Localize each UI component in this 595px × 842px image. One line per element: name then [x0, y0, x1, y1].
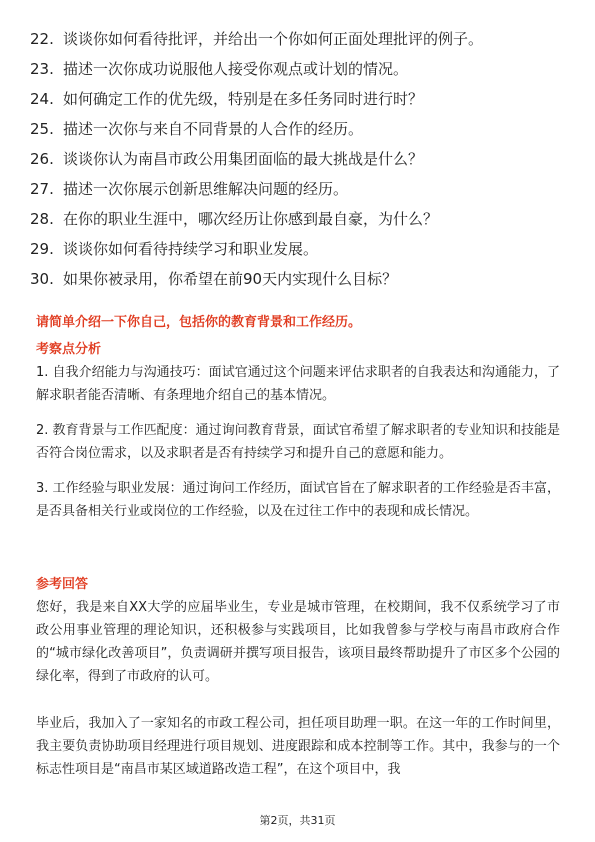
- question-number: 22.: [30, 30, 54, 48]
- reference-paragraph: 毕业后，我加入了一家知名的市政工程公司，担任项目助理一职。在这一年的工作时间里，我主要负责协助项目经理进行项目规划、进度跟踪和成本控制等工作。其中，我参与的一个标志性项目是“南昌市某区域道路改造工程”，在这个项目中，我: [36, 716, 560, 777]
- list-item: [30, 54, 570, 84]
- list-item: [30, 264, 570, 294]
- list-item: [30, 204, 570, 234]
- question-number: 24.: [30, 90, 54, 108]
- question-number: 23.: [30, 60, 54, 78]
- question-number: 30.: [30, 270, 54, 288]
- reference-paragraph: 您好，我是来自XX大学的应届毕业生，专业是城市管理，在校期间，我不仅系统学习了市政公用事业管理的理论知识，还积极参与实践项目，比如我曾参与学校与南昌市政府合作的“城市绿化改善项目”，负责调研并撰写项目报告，该项目最终帮助提升了市区多个公园的绿化率，得到了市政府的认可。: [36, 600, 560, 684]
- question-number: 26.: [30, 150, 54, 168]
- list-item: [30, 24, 570, 54]
- list-item: [30, 114, 570, 144]
- analysis-heading: 考察点分析: [36, 342, 102, 357]
- list-item: [30, 234, 570, 264]
- question-number: 27.: [30, 180, 54, 198]
- question-text: 如果你被录用，你希望在前90天内实现什么目标？: [63, 270, 398, 288]
- list-item: [30, 144, 570, 174]
- question-text: 如何确定工作的优先级，特别是在多任务同时进行时？: [63, 90, 424, 108]
- question-text: 谈谈你如何看待持续学习和职业发展。: [63, 240, 319, 258]
- list-item: [30, 174, 570, 204]
- question-number: 28.: [30, 210, 54, 228]
- question-number: 29.: [30, 240, 54, 258]
- question-text: 描述一次你成功说服他人接受你观点或计划的情况。: [63, 60, 409, 78]
- main-question: 请简单介绍一下你自己，包括你的教育背景和工作经历。: [36, 315, 362, 330]
- reference-heading: 参考回答: [36, 577, 89, 592]
- question-text: 谈谈你认为南昌市政公用集团面临的最大挑战是什么？: [63, 150, 424, 168]
- question-text: 在你的职业生涯中，哪次经历让你感到最自豪，为什么？: [63, 210, 439, 228]
- analysis-point: 2. 教育背景与工作匹配度：通过询问教育背景，面试官希望了解求职者的专业知识和技能是否符合岗位需求，以及求职者是否有持续学习和提升自己的意愿和能力。: [36, 423, 560, 461]
- question-list: [30, 24, 570, 294]
- question-text: 描述一次你展示创新思维解决问题的经历。: [63, 180, 349, 198]
- question-text: 谈谈你如何看待批评，并给出一个你如何正面处理批评的例子。: [63, 30, 484, 48]
- analysis-point: 1. 自我介绍能力与沟通技巧：面试官通过这个问题来评估求职者的自我表达和沟通能力，了解求职者能否清晰、有条理地介绍自己的基本情况。: [36, 365, 560, 403]
- list-item: [30, 84, 570, 114]
- page-footer: 第2页，共31页: [259, 814, 336, 827]
- analysis-point: 3. 工作经验与职业发展：通过询问工作经历，面试官旨在了解求职者的工作经验是否丰富，是否具备相关行业或岗位的工作经验，以及在过往工作中的表现和成长情况。: [36, 481, 560, 519]
- question-number: 25.: [30, 120, 54, 138]
- question-text: 描述一次你与来自不同背景的人合作的经历。: [63, 120, 364, 138]
